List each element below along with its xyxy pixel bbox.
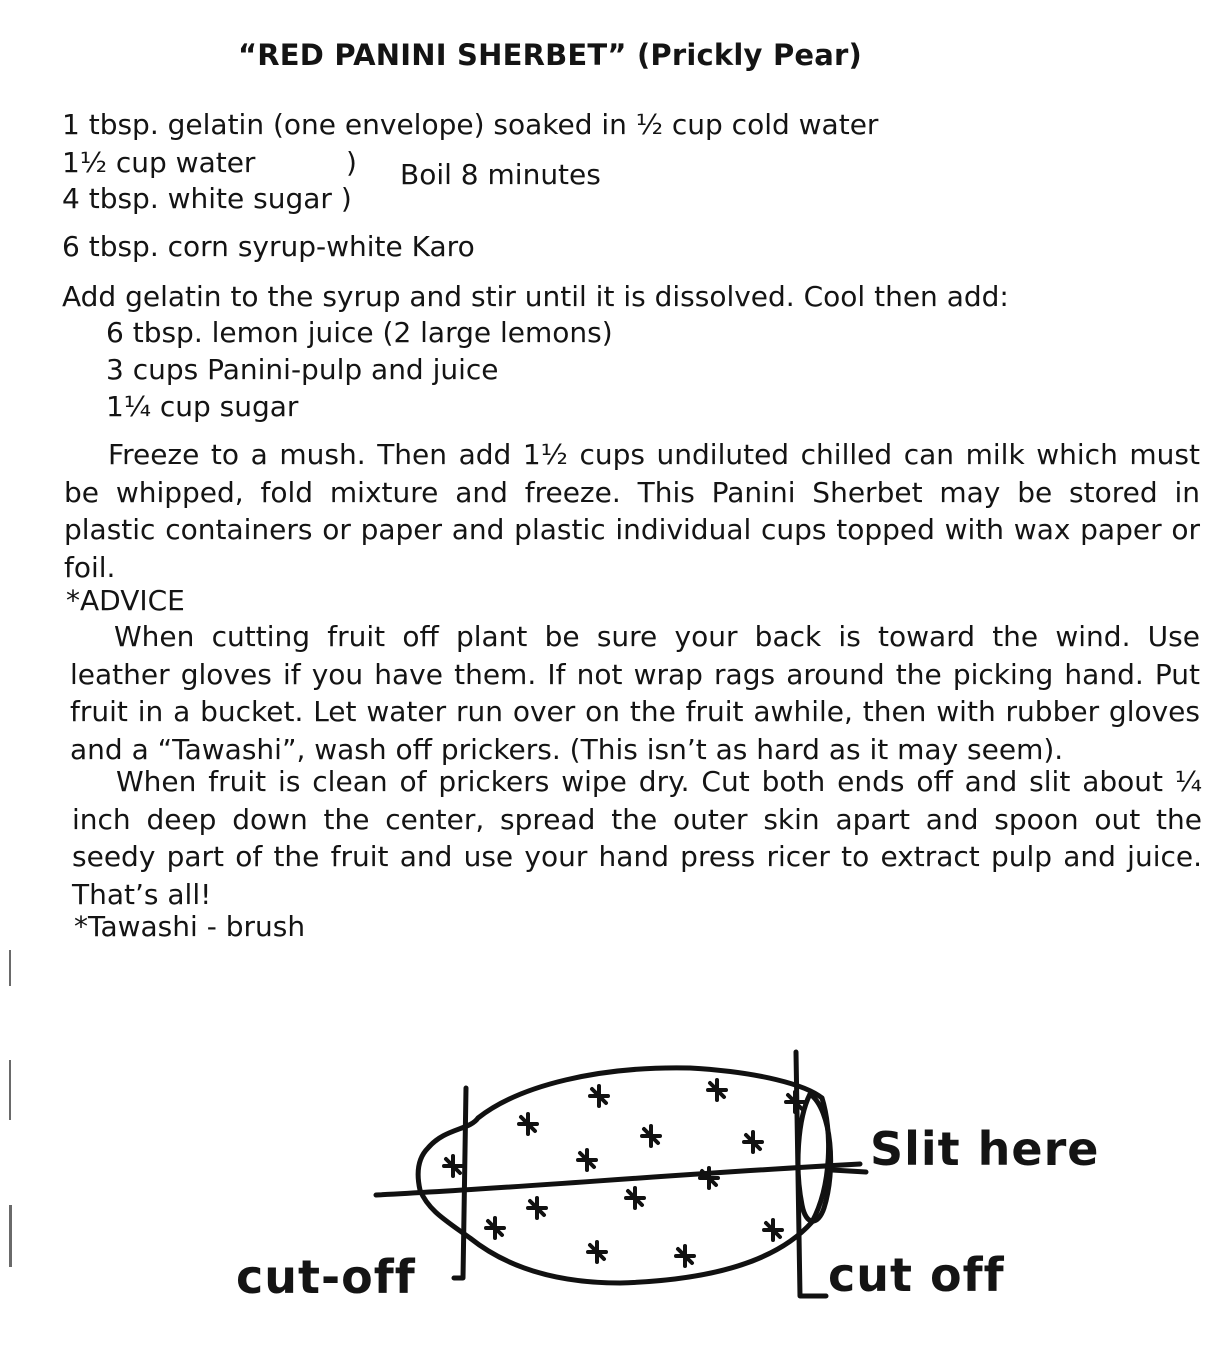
pricker-mark xyxy=(519,1114,537,1134)
addition-item: 1¼ cup sugar xyxy=(106,390,299,423)
pricker-mark xyxy=(444,1156,462,1176)
pricker-mark xyxy=(708,1080,726,1100)
pricker-mark xyxy=(528,1198,546,1218)
pricker-mark xyxy=(590,1086,608,1106)
pricker-mark xyxy=(676,1246,694,1266)
pricker-mark xyxy=(744,1132,762,1152)
pricker-mark xyxy=(588,1242,606,1262)
ingredient-sugar: 4 tbsp. white sugar ) xyxy=(62,182,352,215)
advice-text-1: When cutting fruit off plant be sure your back is toward the wind. Use leather gloves if you have them. If not wrap rags around the picking hand. Put fruit in a bucket. Let water run over on the fruit awhile, then with rubber gloves and a “Tawashi”, wash off prickers. (This isn’t as hard as it may seem). xyxy=(70,620,1200,766)
footnote: *Tawashi - brush xyxy=(74,910,306,943)
ingredient-gelatin: 1 tbsp. gelatin (one envelope) soaked in ½ cup cold water xyxy=(62,108,879,141)
fruit-outline xyxy=(418,1068,829,1283)
pricker-mark xyxy=(642,1126,660,1146)
pricker-mark xyxy=(578,1150,596,1170)
slit-oval xyxy=(798,1094,831,1221)
step-add-gelatin: Add gelatin to the syrup and stir until it is dissolved. Cool then add: xyxy=(62,280,1009,313)
pricker-mark xyxy=(764,1220,782,1240)
advice-text-2: When fruit is clean of prickers wipe dry. Cut both ends off and slit about ¼ inch deep down the center, spread the outer skin apart and spoon out the seedy part of the fruit and use your hand press ricer to extract pulp and juice. That’s all! xyxy=(72,765,1202,911)
label-cut-off-left: cut-off xyxy=(236,1250,416,1304)
recipe-title: “RED PANINI SHERBET” (Prickly Pear) xyxy=(238,38,862,72)
pricker-mark xyxy=(626,1188,644,1208)
ingredient-water: 1½ cup water xyxy=(62,146,256,179)
left-cut-line xyxy=(454,1088,466,1278)
pricker-mark xyxy=(486,1218,504,1238)
label-cut-off-right: cut off xyxy=(828,1248,1005,1302)
pricker-mark xyxy=(786,1092,804,1112)
slit-pointer xyxy=(832,1170,866,1172)
advice-heading: *ADVICE xyxy=(66,584,185,617)
freeze-text: Freeze to a mush. Then add 1½ cups undiluted chilled can milk which must be whipped, fold mixture and freeze. This Panini Sherbet may be stored in plastic containers or paper and plastic individual cups topped with wax paper or foil. xyxy=(64,438,1200,584)
ingredient-syrup: 6 tbsp. corn syrup-white Karo xyxy=(62,230,475,263)
boil-note: Boil 8 minutes xyxy=(400,158,601,191)
label-slit-here: Slit here xyxy=(870,1122,1100,1176)
ingredient-bracket: ) xyxy=(346,146,357,179)
center-line xyxy=(376,1164,860,1195)
addition-item: 6 tbsp. lemon juice (2 large lemons) xyxy=(106,316,613,349)
addition-item: 3 cups Panini-pulp and juice xyxy=(106,353,499,386)
